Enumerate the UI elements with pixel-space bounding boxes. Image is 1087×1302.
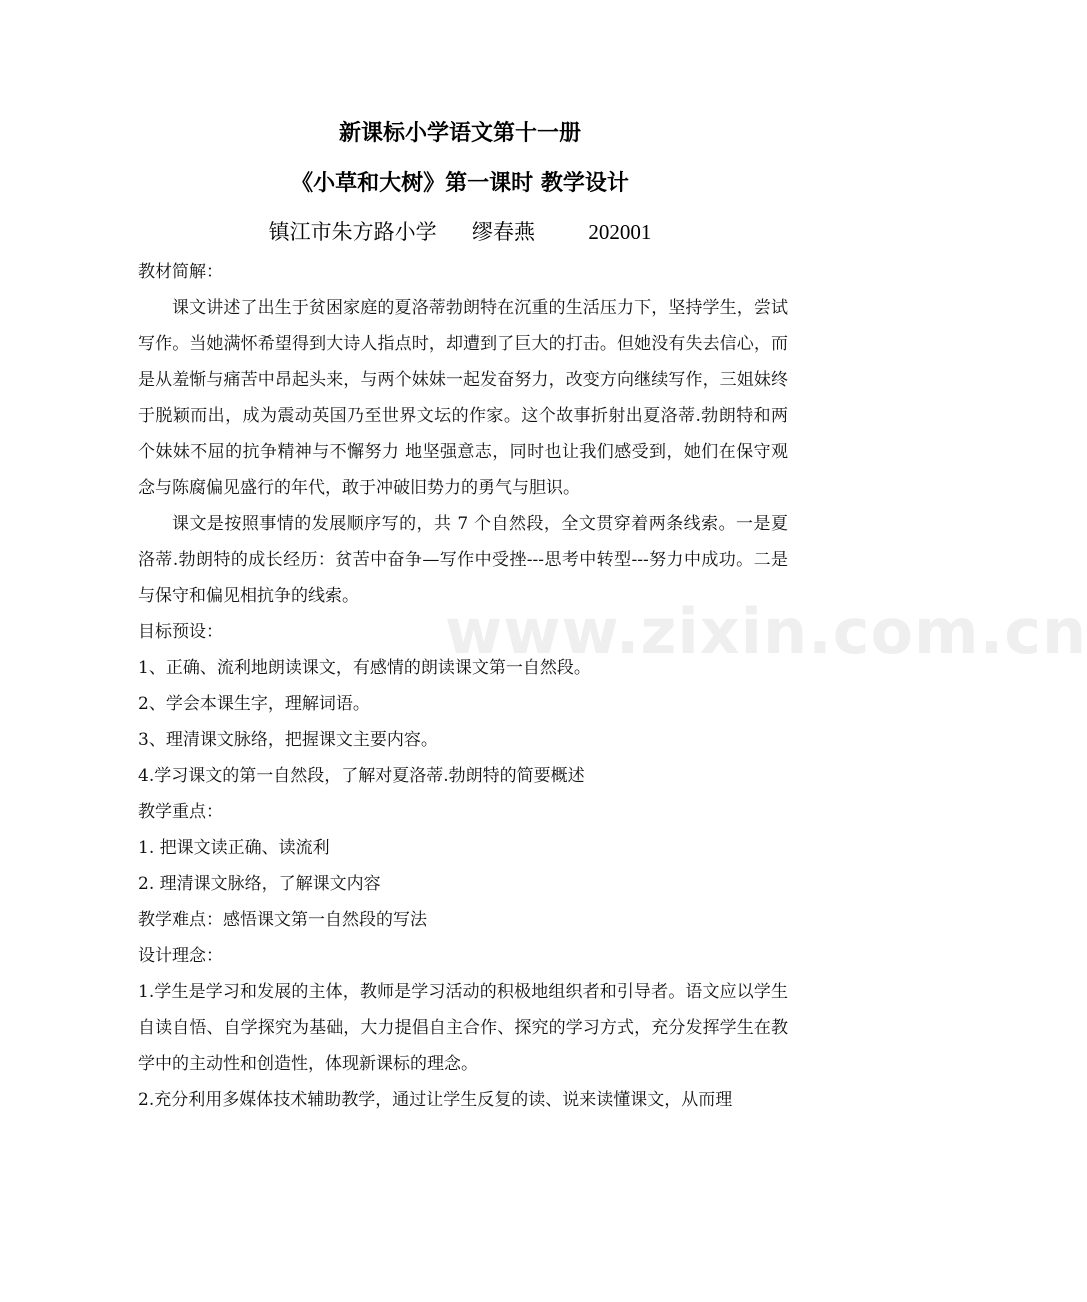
document-body: [138, 254, 788, 1118]
school-name: 镇江市朱方路小学: [268, 220, 437, 244]
goal-item: 4.学习课文的第一自然段，了解对夏洛蒂.勃朗特的简要概述: [138, 766, 585, 786]
goal-item: 1、正确、流利地朗读课文，有感情的朗读课文第一自然段。: [138, 658, 591, 678]
section-label-concept: 设计理念：: [138, 946, 223, 966]
concept-item: 2.充分利用多媒体技术辅助教学，通过让学生反复的读、说来读懂课文，从而理: [138, 1090, 733, 1110]
paragraph: 课文讲述了出生于贫困家庭的夏洛蒂勃朗特在沉重的生活压力下，坚持学生，尝试写作。当她满怀希望得到大诗人指点时，却遭到了巨大的打击。但她没有失去信心，而是从羞惭与痛苦中昂起头来，与两个妹妹一起发奋努力，改变方向继续写作，三姐妹终于脱颖而出，成为震动英国乃至世界文坛的作家。这个故事折射出夏洛蒂.勃朗特和两个妹妹不屈的抗争精神与不懈努力 地坚强意志，同时也让我们感受到，她们在保守观念与陈腐偏见盛行的年代，敢于冲破旧势力的勇气与胆识。: [138, 298, 788, 498]
document-date: 202001: [588, 220, 652, 244]
paragraph: 课文是按照事情的发展顺序写的，共 7 个自然段，全文贯穿着两条线索。一是夏洛蒂.勃朗特的成长经历：贫苦中奋争—写作中受挫---思考中转型---努力中成功。二是与保守和偏见相抗争的线索。: [138, 514, 788, 606]
goal-item: 2、学会本课生字，理解词语。: [138, 694, 370, 714]
concept-item: 1.学生是学习和发展的主体，教师是学习活动的积极地组织者和引导者。语文应以学生自读自悟、自学探究为基础，大力提倡自主合作、探究的学习方式，充分发挥学生在教学中的主动性和创造性，体现新课标的理念。: [138, 982, 788, 1074]
key-point-item: 1. 把课文读正确、读流利: [138, 838, 330, 858]
document-title-line1: 新课标小学语文第十一册: [338, 121, 581, 146]
byline: [0, 216, 920, 248]
section-difficulty: 教学难点：感悟课文第一自然段的写法: [138, 910, 427, 930]
section-label-goals: 目标预设：: [138, 622, 223, 642]
section-label-textbook: 教材简解：: [138, 262, 223, 282]
watermark: www.zixin.com.cn: [445, 595, 1087, 668]
section-label-key-points: 教学重点：: [138, 802, 223, 822]
key-point-item: 2. 理清课文脉络，了解课文内容: [138, 874, 381, 894]
author-name: 缪春燕: [472, 220, 535, 244]
goal-item: 3、理清课文脉络，把握课文主要内容。: [138, 730, 438, 750]
document-title-line2: 《小草和大树》第一课时 教学设计: [291, 171, 629, 196]
